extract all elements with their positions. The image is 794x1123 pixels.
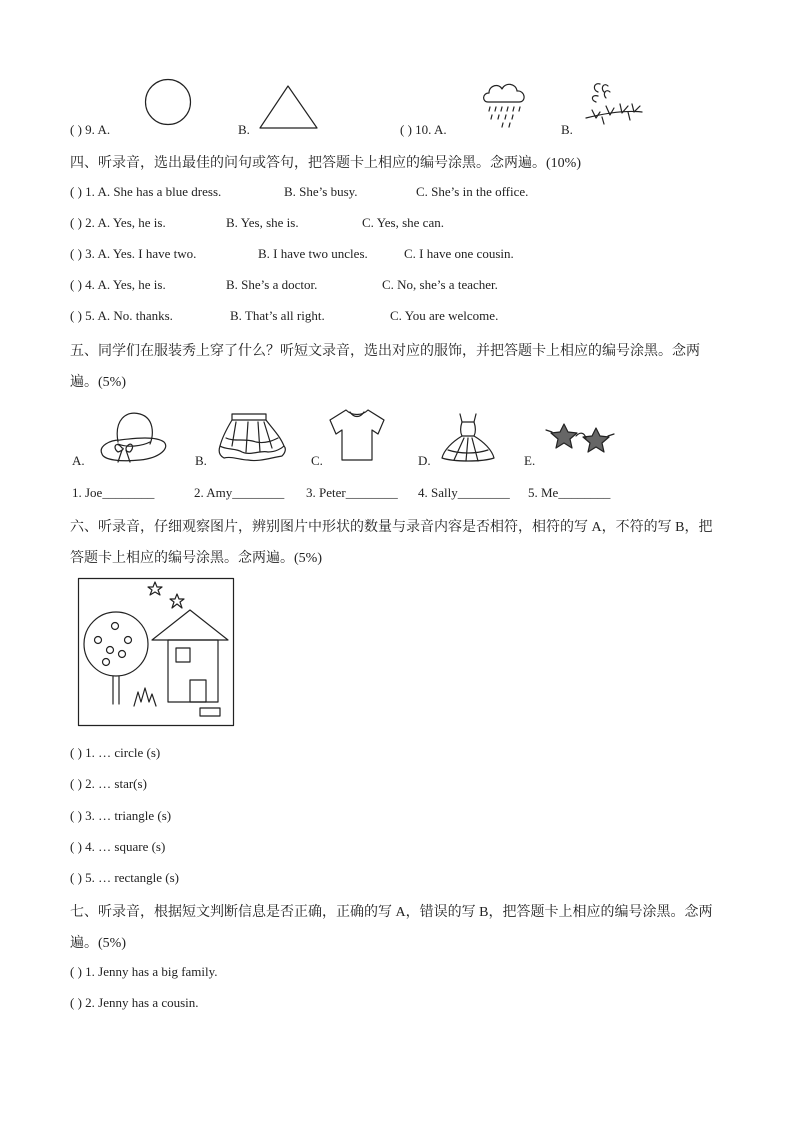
circle-icon (144, 78, 194, 128)
blank-3[interactable]: 3. Peter________ (306, 485, 398, 500)
s4-q5-c: C. You are welcome. (390, 308, 499, 323)
skirt-icon (212, 408, 292, 464)
section4-title: 四、听录音，选出最佳的问句或答句，把答题卡上相应的编号涂黑。念两遍。(10%) (70, 156, 581, 171)
option-d: D. (418, 453, 431, 468)
s6-item-3: ( ) 3. … triangle (s) (70, 808, 172, 823)
s6-item-5: ( ) 5. … rectangle (s) (70, 870, 180, 885)
s4-q1: ( ) 1. A. She has a blue dress. (70, 184, 222, 199)
q9-option-b: B. (238, 122, 250, 137)
wind-icon (584, 78, 646, 130)
blank-2[interactable]: 2. Amy________ (194, 485, 285, 500)
shapes-picture (78, 578, 236, 728)
q10-option-b: B. (561, 122, 573, 137)
s7-item-1: ( ) 1. Jenny has a big family. (70, 964, 218, 979)
s4-q2-b: B. Yes, she is. (226, 215, 299, 230)
s6-item-4: ( ) 4. … square (s) (70, 839, 166, 854)
blank-4[interactable]: 4. Sally________ (418, 485, 510, 500)
triangle-icon (258, 84, 320, 132)
section5-title-cont: 遍。(5%) (70, 375, 126, 390)
s6-item-1: ( ) 1. … circle (s) (70, 745, 161, 760)
option-a: A. (72, 453, 85, 468)
option-b: B. (195, 453, 207, 468)
section7-title-cont: 遍。(5%) (70, 936, 126, 951)
s7-item-2: ( ) 2. Jenny has a cousin. (70, 995, 199, 1010)
s4-q4-b: B. She’s a doctor. (226, 277, 318, 292)
option-e: E. (524, 453, 536, 468)
section6-title: 六、听录音，仔细观察图片，辨别图片中形状的数量与录音内容是否相符，相符的写 A，不符的写 B，把 (70, 520, 713, 535)
section5-title: 五、同学们在服装秀上穿了什么？听短文录音，选出对应的服饰，并把答题卡上相应的编号涂黑。念两 (70, 344, 700, 359)
s4-q2: ( ) 2. A. Yes, he is. (70, 215, 166, 230)
s4-q5-b: B. That’s all right. (230, 308, 325, 323)
star-sunglasses-icon (544, 418, 616, 462)
dress-icon (440, 412, 496, 464)
s4-q4-c: C. No, she’s a teacher. (382, 277, 498, 292)
s4-q5: ( ) 5. A. No. thanks. (70, 308, 173, 323)
s4-q1-b: B. She’s busy. (284, 184, 358, 199)
s4-q3: ( ) 3. A. Yes. I have two. (70, 246, 197, 261)
section7-title: 七、听录音，根据短文判断信息是否正确，正确的写 A，错误的写 B，把答题卡上相应的编号涂黑。念两 (70, 905, 713, 920)
blank-1[interactable]: 1. Joe________ (72, 485, 155, 500)
q9-label: ( ) 9. A. (70, 122, 111, 137)
section6-title-cont: 答题卡上相应的编号涂黑。念两遍。(5%) (70, 551, 322, 566)
rain-cloud-icon (482, 80, 528, 130)
option-c: C. (311, 453, 323, 468)
t-shirt-icon (328, 406, 388, 464)
s4-q1-c: C. She’s in the office. (416, 184, 529, 199)
s4-q4: ( ) 4. A. Yes, he is. (70, 277, 166, 292)
blank-5[interactable]: 5. Me________ (528, 485, 611, 500)
s4-q3-b: B. I have two uncles. (258, 246, 368, 261)
s4-q2-c: C. Yes, she can. (362, 215, 444, 230)
q10-label: ( ) 10. A. (400, 122, 447, 137)
hat-icon (96, 406, 170, 466)
s6-item-2: ( ) 2. … star(s) (70, 776, 147, 791)
s4-q3-c: C. I have one cousin. (404, 246, 514, 261)
